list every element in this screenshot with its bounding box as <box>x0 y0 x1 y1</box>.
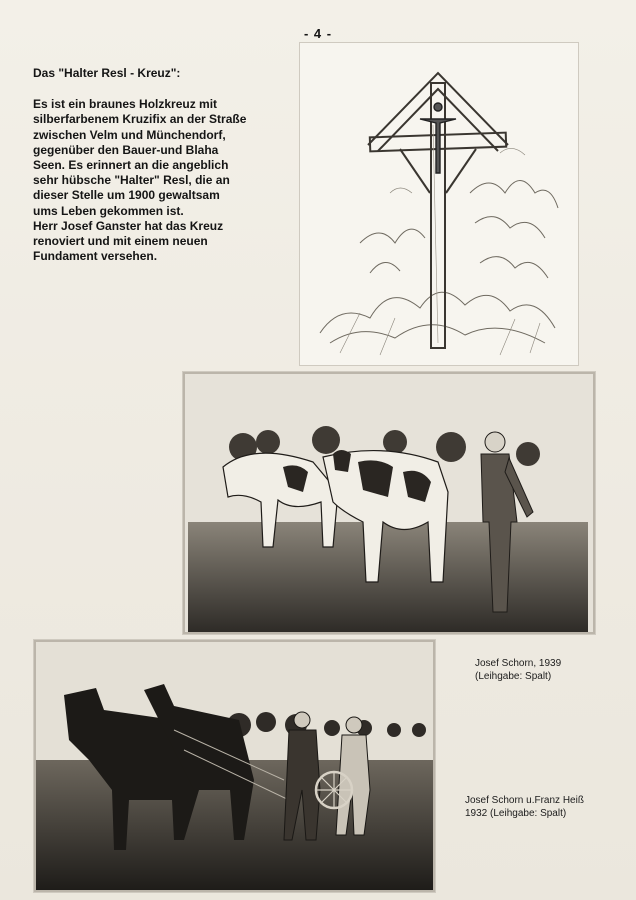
caption-line: (Leihgabe: Spalt) <box>475 671 552 682</box>
caption-line: 1932 (Leihgabe: Spalt) <box>465 808 567 819</box>
article-line: ums Leben gekommen ist. <box>33 203 184 218</box>
article-text <box>33 66 288 264</box>
oxen-photo <box>183 372 595 634</box>
page-number: - 4 - <box>303 26 333 41</box>
article-line: renoviert und mit einem neuen <box>33 234 208 249</box>
horses-photo-caption <box>465 794 584 820</box>
horses-photo <box>34 640 435 892</box>
article-line: Seen. Es erinnert an die angeblich <box>33 158 229 173</box>
oxen-photo-caption <box>475 657 561 683</box>
article-line: Fundament versehen. <box>33 249 158 264</box>
article-line: Herr Josef Ganster hat das Kreuz <box>33 218 224 233</box>
cross-drawing <box>300 43 578 365</box>
article-line: silberfarbenem Kruzifix an der Straße <box>33 112 247 127</box>
article-line: dieser Stelle um 1900 gewaltsam <box>33 188 220 203</box>
article-heading: Das "Halter Resl - Kreuz": <box>33 66 181 80</box>
article-line: zwischen Velm und Münchendorf, <box>33 127 226 142</box>
caption-line: Josef Schorn, 1939 <box>475 658 562 669</box>
article-line: gegenüber den Bauer-und Blaha <box>33 142 219 157</box>
article-line: sehr hübsche "Halter" Resl, die an <box>33 173 230 188</box>
caption-line: Josef Schorn u.Franz Heiß <box>465 795 584 806</box>
article-line: Es ist ein braunes Holzkreuz mit <box>33 97 218 112</box>
